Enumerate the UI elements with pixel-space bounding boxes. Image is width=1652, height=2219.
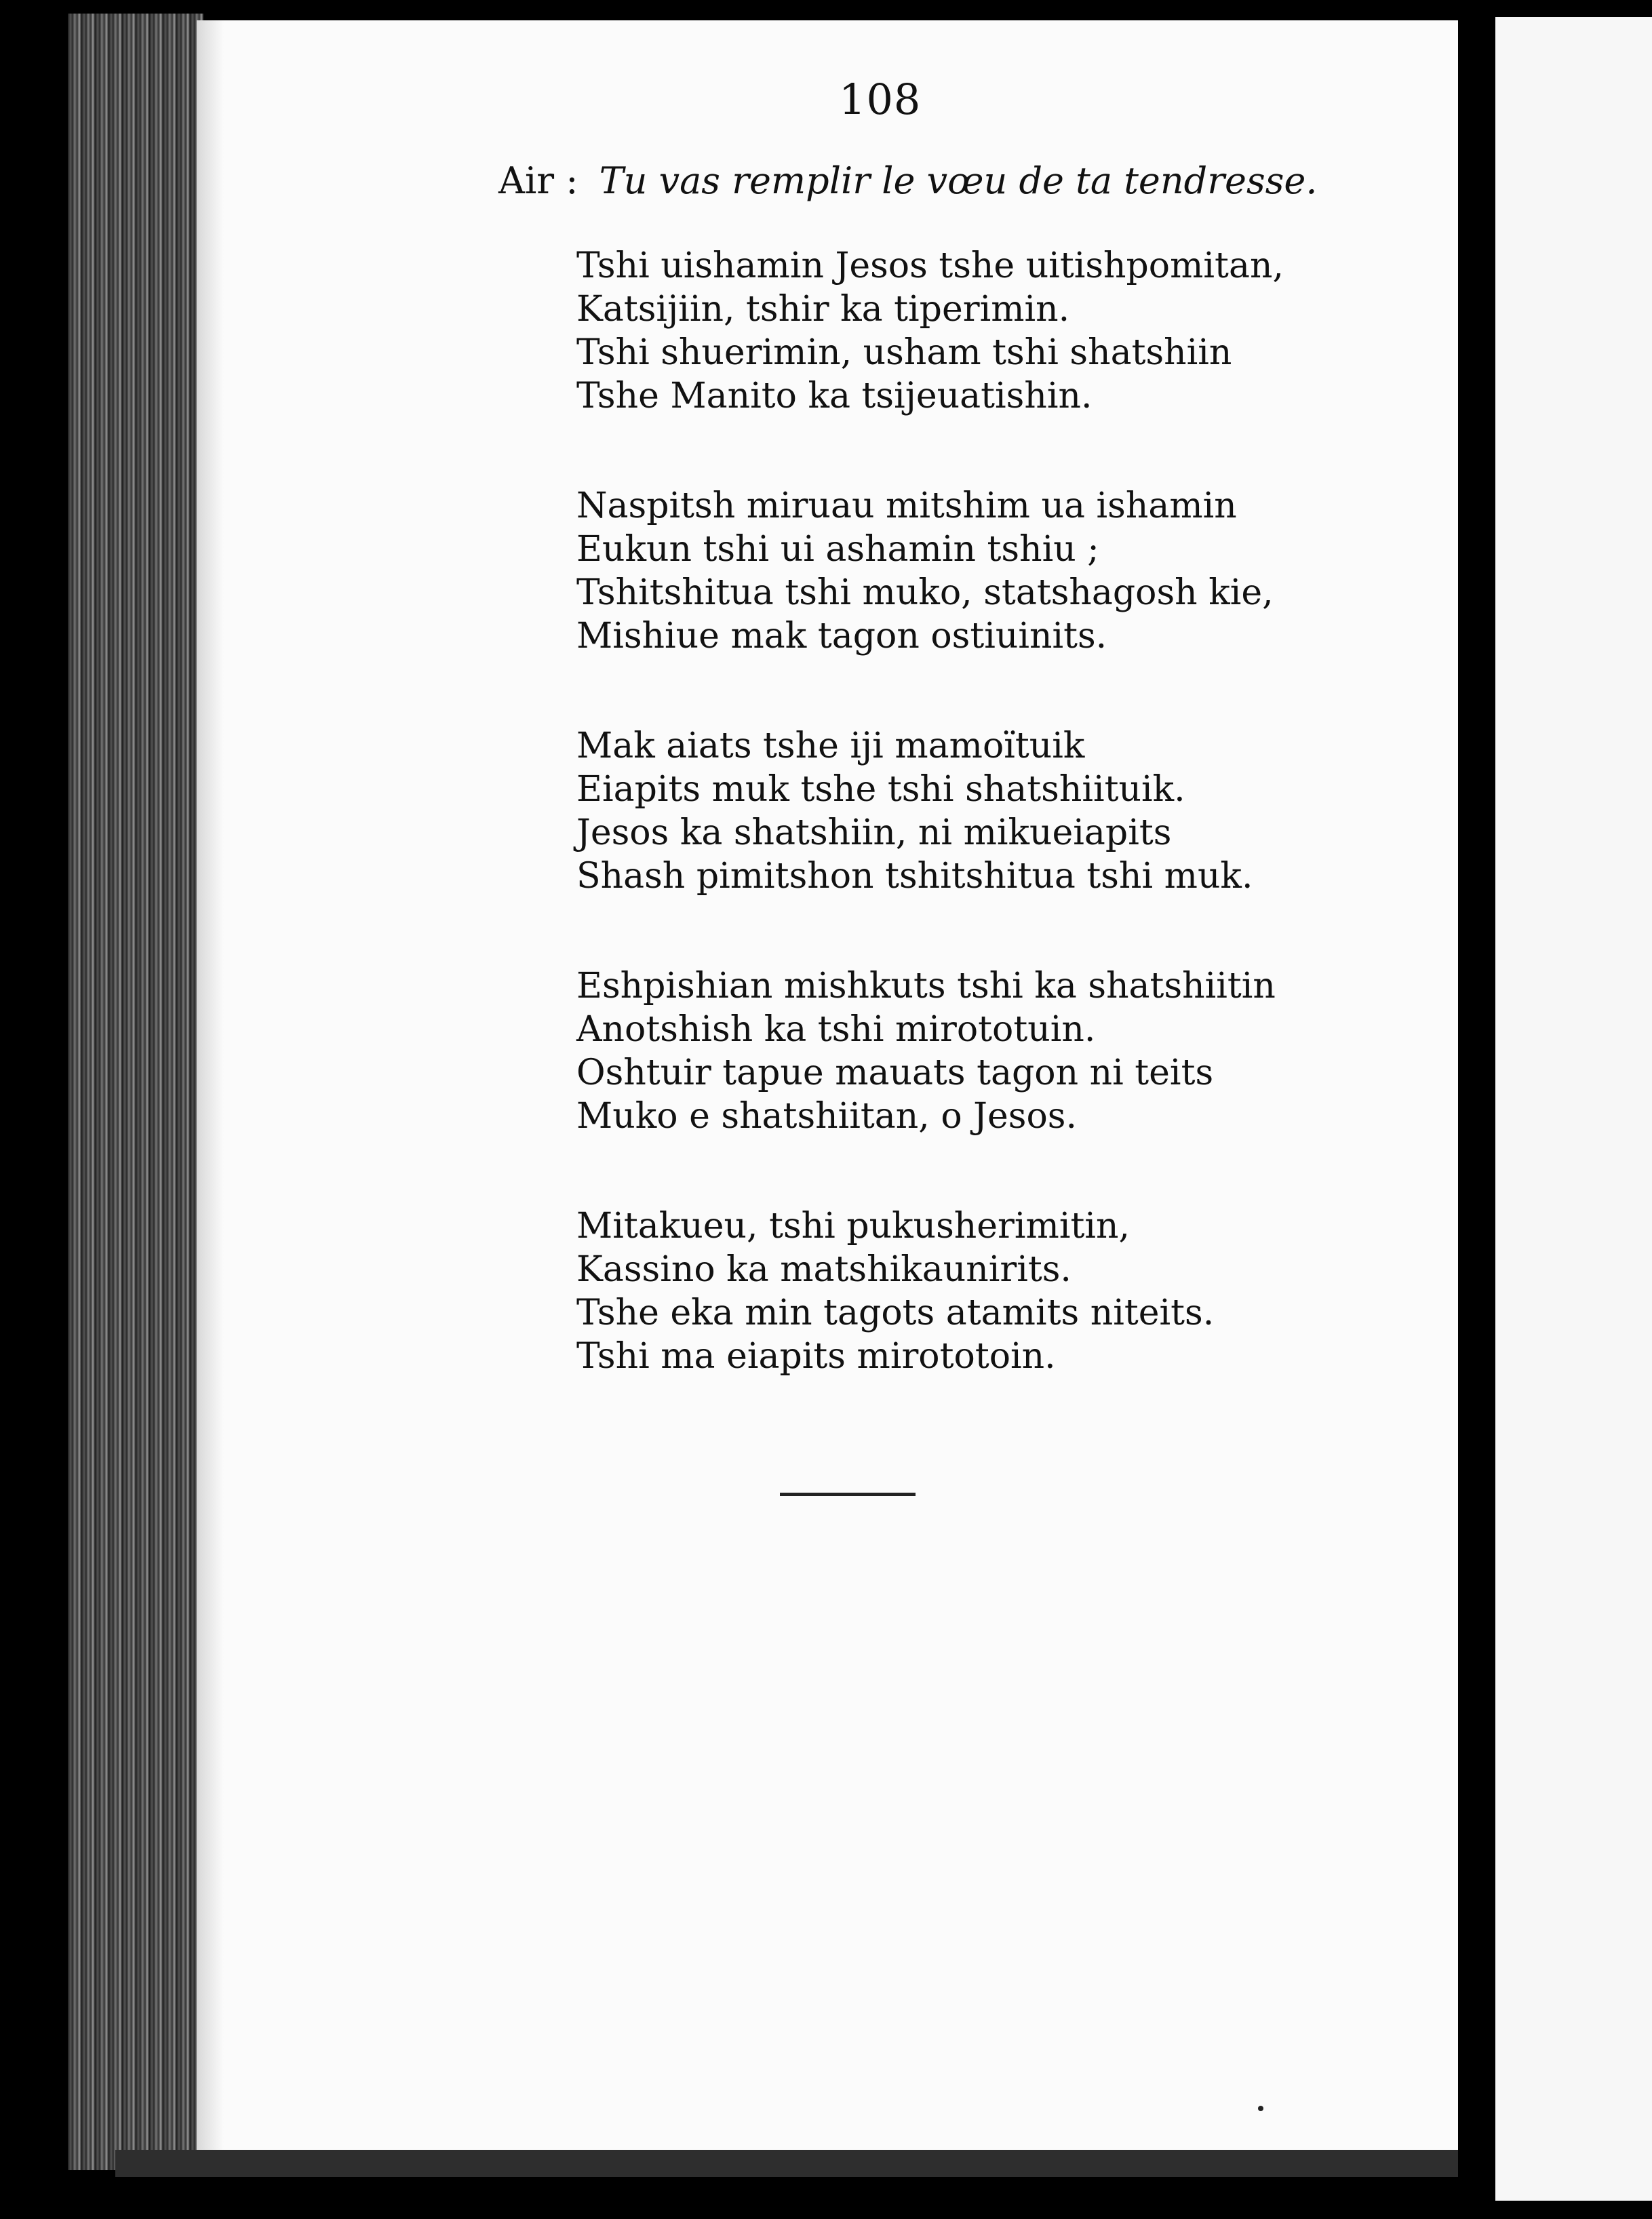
air-label: Air : [498,159,578,202]
verse-line: Mishiue mak tagon ostiuinits. [576,616,1107,656]
hymn-text [576,244,1390,1445]
book-gutter [1458,0,1499,2219]
verse-line: Shash pimitshon tshitshitua tshi muk. [576,856,1253,897]
verse-line: Tshe Manito ka tsijeuatishin. [576,376,1093,416]
verse-line: Muko e shatshiitan, o Jesos. [576,1096,1078,1137]
verse-line: Anotshish ka tshi mirototuin. [576,1009,1096,1050]
stanza-2 [576,484,1390,658]
air-tune-title: Tu vas remplir le vœu de ta tendresse. [599,159,1318,202]
stanza-4 [576,964,1390,1138]
page-number: 108 [839,75,922,124]
stanza-3 [576,724,1390,898]
verse-line: Tshitshitua tshi muko, statshagosh kie, [576,572,1274,613]
page-bottom-shadow [115,2150,1465,2177]
verse-line: Tshi ma eiapits mirototoin. [576,1336,1056,1377]
verse-line: Jesos ka shatshiin, ni mikueiapits [576,812,1172,853]
verse-line: Eiapits muk tshe tshi shatshiituik. [576,769,1185,810]
verse-line: Naspitsh miruau mitshim ua ishamin [576,486,1237,526]
air-heading [498,159,1318,202]
verse-line: Mitakueu, tshi pukusherimitin, [576,1206,1130,1246]
verse-line: Mak aiats tshe iji mamoïtuik [576,726,1085,766]
verse-line: Oshtuir tapue mauats tagon ni teits [576,1053,1214,1093]
stanza-5 [576,1204,1390,1378]
stanza-1 [576,244,1390,418]
verse-line: Tshi shuerimin, usham tshi shatshiin [576,332,1232,373]
verse-line: Eukun tshi ui ashamin tshiu ; [576,529,1099,570]
book-page-edges [68,14,203,2170]
verse-line: Katsijiin, tshir ka tiperimin. [576,289,1070,330]
verse-line: Eshpishian mishkuts tshi ka shatshiitin [576,966,1276,1006]
scan-speck [1258,2106,1263,2111]
facing-page-edge [1495,17,1652,2201]
verse-line: Kassino ka matshikaunirits. [576,1249,1071,1290]
verse-line: Tshe eka min tagots atamits niteits. [576,1293,1215,1333]
verse-line: Tshi uishamin Jesos tshe uitishpomitan, [576,246,1284,286]
end-rule [780,1493,916,1496]
